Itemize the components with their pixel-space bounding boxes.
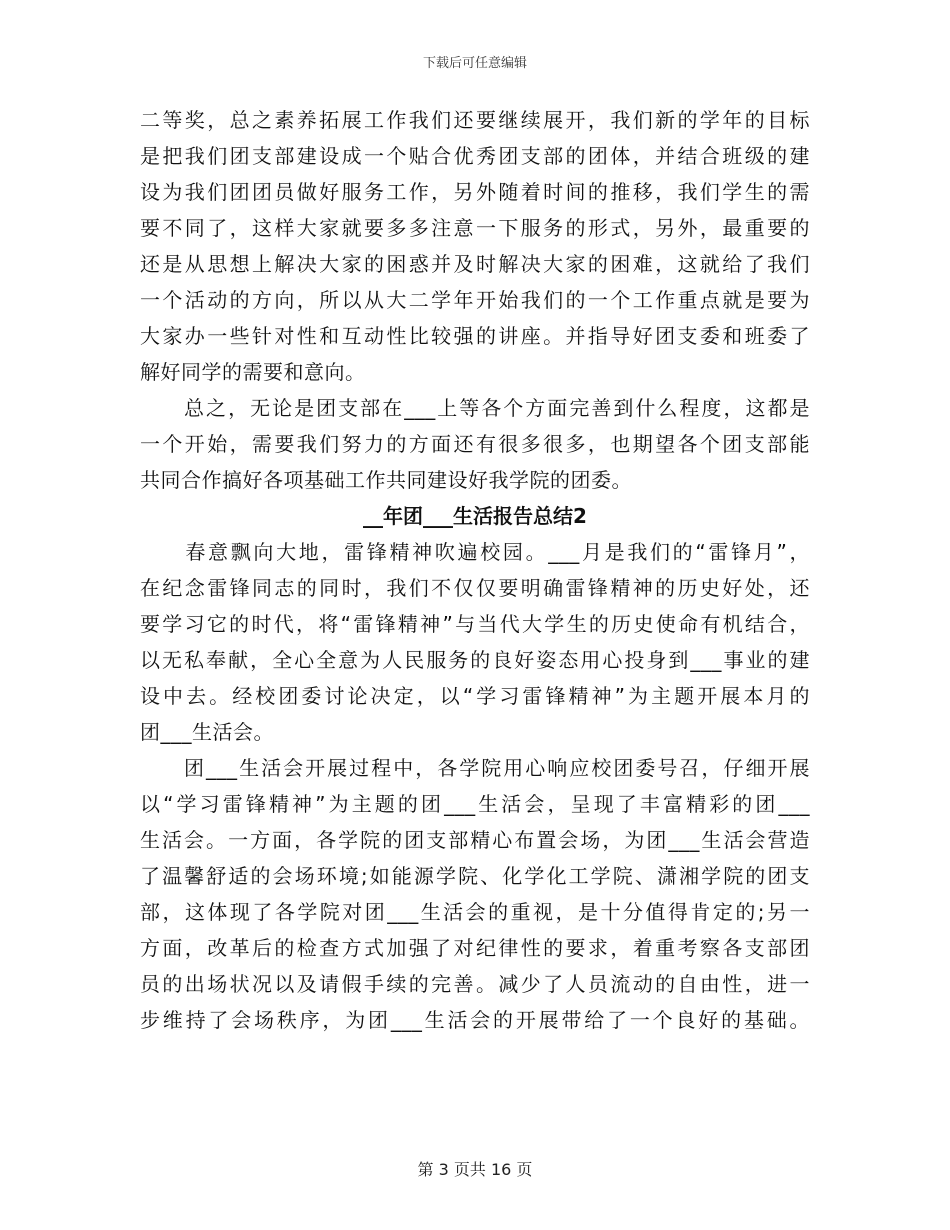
paragraph-block-top xyxy=(140,102,810,498)
text-line: 在纪念雷锋同志的同时，我们不仅仅要明确雷锋精神的历史好处，还 xyxy=(140,576,810,600)
text-line: 要学习它的时代，将“雷锋精神”与当代大学生的历史使命有机结合， xyxy=(140,612,810,636)
text-line: 团___生活会。 xyxy=(140,720,274,744)
text-line: 是把我们团支部建设成一个贴合优秀团支部的团体，并结合班级的建 xyxy=(140,144,810,168)
text-line: 设中去。经校团委讨论决定，以“学习雷锋精神”为主题开展本月的 xyxy=(140,684,810,708)
text-line: 二等奖，总之素养拓展工作我们还要继续展开，我们新的学年的目标 xyxy=(140,108,810,132)
text-line: 以“学习雷锋精神”为主题的团___生活会，呈现了丰富精彩的团___ xyxy=(140,792,810,816)
paragraph-block-bottom xyxy=(140,534,810,1038)
text-line: 共同合作搞好各项基础工作共同建设好我学院的团委。 xyxy=(140,468,632,492)
text-line: 团___生活会开展过程中，各学院用心响应校团委号召，仔细开展 xyxy=(140,756,810,780)
text-line: 春意飘向大地，雷锋精神吹遍校园。___月是我们的“雷锋月”， xyxy=(140,540,810,564)
text-line: 部，这体现了各学院对团___生活会的重视，是十分值得肯定的;另一 xyxy=(140,900,810,924)
text-line: 大家办一些针对性和互动性比较强的讲座。并指导好团支委和班委了 xyxy=(140,324,810,348)
text-line: 了温馨舒适的会场环境;如能源学院、化学化工学院、潇湘学院的团支 xyxy=(140,864,810,888)
page-header: 下载后可任意编辑 xyxy=(422,56,527,71)
text-line: 总之，无论是团支部在___上等各个方面完善到什么程度，这都是 xyxy=(140,396,810,420)
text-line: 要不同了，这样大家就要多多注意一下服务的形式，另外，最重要的 xyxy=(140,216,810,240)
text-line: 方面，改革后的检查方式加强了对纪律性的要求，着重考察各支部团 xyxy=(140,936,810,960)
text-line: 步维持了会场秩序，为团___生活会的开展带给了一个良好的基础。 xyxy=(140,1008,810,1032)
document-body xyxy=(140,102,810,1038)
text-line: 设为我们团团员做好服务工作，另外随着时间的推移，我们学生的需 xyxy=(140,180,810,204)
text-line: 一个活动的方向，所以从大二学年开始我们的一个工作重点就是要为 xyxy=(140,288,810,312)
text-line: 生活会。一方面，各学院的团支部精心布置会场，为团___生活会营造 xyxy=(140,828,810,852)
text-line: 员的出场状况以及请假手续的完善。减少了人员流动的自由性，进一 xyxy=(140,972,810,996)
text-line: 还是从思想上解决大家的困惑并及时解决大家的困难，这就给了我们 xyxy=(140,252,810,276)
text-line: 以无私奉献，全心全意为人民服务的良好姿态用心投身到___事业的建 xyxy=(140,648,810,672)
section-title: __年团___生活报告总结2 xyxy=(363,504,587,528)
text-line: 解好同学的需要和意向。 xyxy=(140,360,366,384)
page-footer: 第 3 页共 16 页 xyxy=(417,1160,533,1179)
text-line: 一个开始，需要我们努力的方面还有很多很多，也期望各个团支部能 xyxy=(140,432,810,456)
